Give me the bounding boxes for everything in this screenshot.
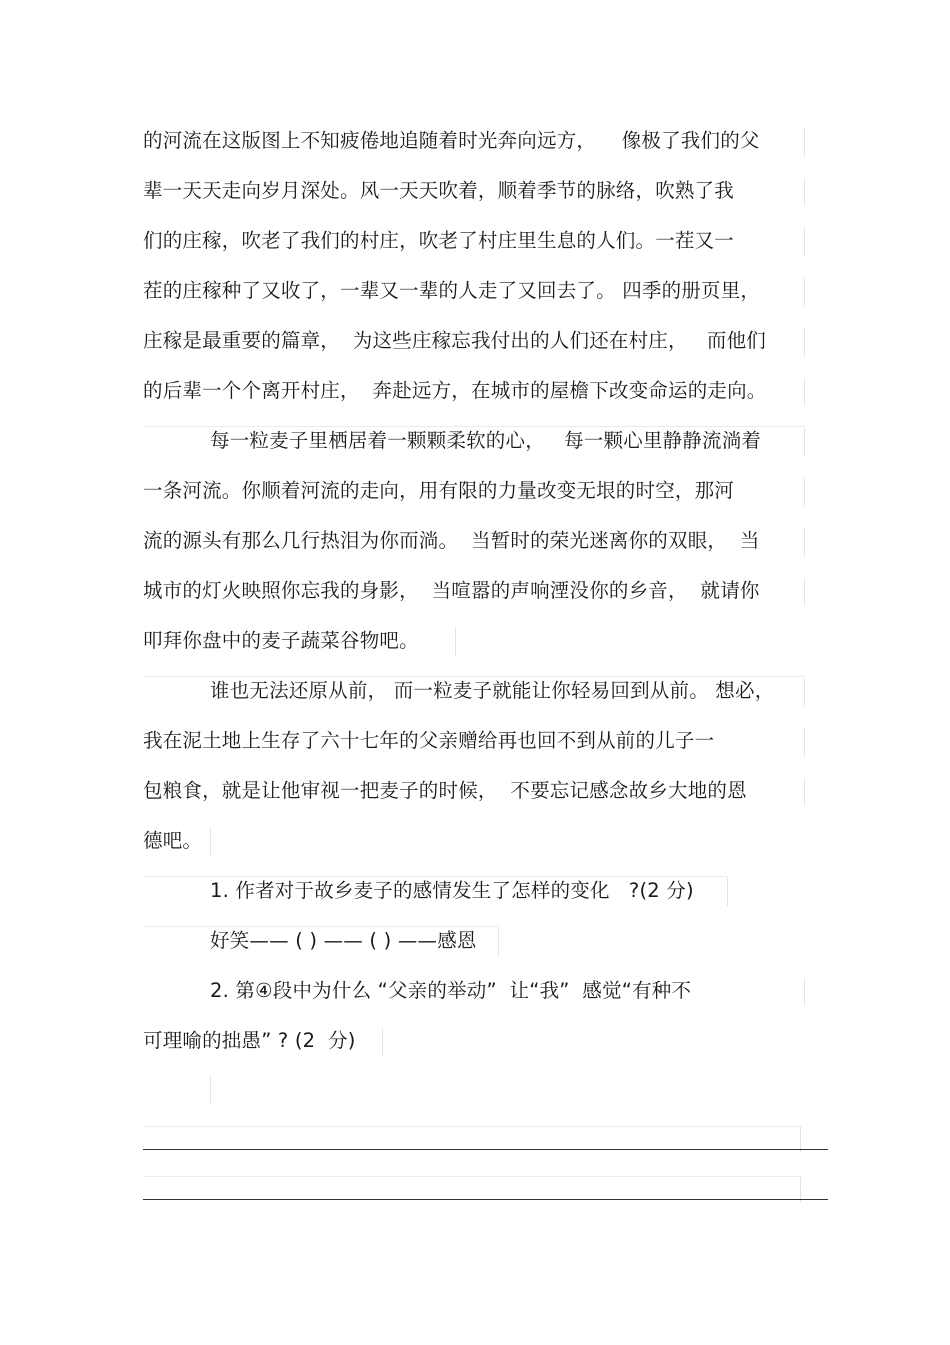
text-line: 包粮食，就是让他审视一把麦子的时候， 不要忘记感念故乡大地的恩 [143, 779, 747, 802]
text-line: 叩拜你盘中的麦子蔬菜谷物吧。 [143, 629, 419, 652]
question-1: 1. 作者对于故乡麦子的感情发生了怎样的变化 ?(2 分) [210, 879, 694, 902]
question-2: 2. 第④段中为什么 “父亲的举动” 让“我” 感觉“有种不 [210, 979, 692, 1002]
guide-mark [804, 978, 805, 1006]
guide-mark [143, 1126, 801, 1127]
text-line: 德吧。 [143, 829, 203, 852]
guide-mark [804, 178, 805, 206]
guide-mark [143, 1176, 801, 1177]
guide-mark [804, 528, 805, 556]
guide-mark [143, 676, 805, 677]
text-line: 们的庄稼，吹老了我们的村庄，吹老了村庄里生息的人们。一茬又一 [143, 229, 735, 252]
guide-mark [143, 926, 499, 927]
text-line: 辈一天天走向岁月深处。风一天天吹着，顺着季节的脉络，吹熟了我 [143, 179, 735, 202]
text-line: 茬的庄稼种了又收了，一辈又一辈的人走了又回去了。 四季的册页里， [143, 279, 761, 302]
guide-mark [210, 828, 211, 856]
guide-mark [804, 478, 805, 506]
guide-mark [804, 428, 805, 456]
text-line: 一条河流。你顺着河流的走向，用有限的力量改变无垠的时空，那河 [143, 479, 735, 502]
guide-mark [382, 1028, 383, 1056]
question-2-continued: 可理喻的拙愚” ? (2 分) [143, 1029, 356, 1052]
text-line: 的后辈一个个离开村庄， 奔赴远方，在城市的屋檐下改变命运的走向。 [143, 379, 767, 402]
guide-mark [804, 778, 805, 806]
answer-line[interactable] [143, 1149, 828, 1150]
guide-mark [804, 128, 805, 156]
text-line: 每一粒麦子里栖居着一颗颗柔软的心， 每一颗心里静静流淌着 [210, 429, 762, 452]
guide-mark [804, 278, 805, 306]
guide-mark [804, 328, 805, 356]
question-1-blanks: 好笑—— ( ) —— ( ) ——感恩 [210, 929, 477, 952]
text-line: 谁也无法还原从前， 而一粒麦子就能让你轻易回到从前。 想必， [210, 679, 775, 702]
guide-mark [455, 628, 456, 656]
guide-mark [143, 876, 728, 877]
guide-mark [804, 678, 805, 706]
text-line: 庄稼是最重要的篇章， 为这些庄稼忘我付出的人们还在村庄， 而他们 [143, 329, 766, 352]
answer-line[interactable] [143, 1199, 828, 1200]
guide-mark [804, 378, 805, 406]
guide-mark [498, 928, 499, 956]
guide-mark [804, 228, 805, 256]
text-line: 我在泥土地上生存了六十七年的父亲赠给再也回不到从前的儿子一 [143, 729, 715, 752]
guide-mark [727, 878, 728, 906]
guide-mark [804, 578, 805, 606]
text-line: 流的源头有那么几行热泪为你而淌。 当暂时的荣光迷离你的双眼， 当 [143, 529, 760, 552]
guide-mark [143, 426, 805, 427]
guide-mark [804, 728, 805, 756]
guide-mark [210, 1075, 211, 1103]
text-line: 城市的灯火映照你忘我的身影， 当喧嚣的声响湮没你的乡音， 就请你 [143, 579, 760, 602]
text-line: 的河流在这版图上不知疲倦地追随着时光奔向远方， 像极了我们的父 [143, 129, 760, 152]
